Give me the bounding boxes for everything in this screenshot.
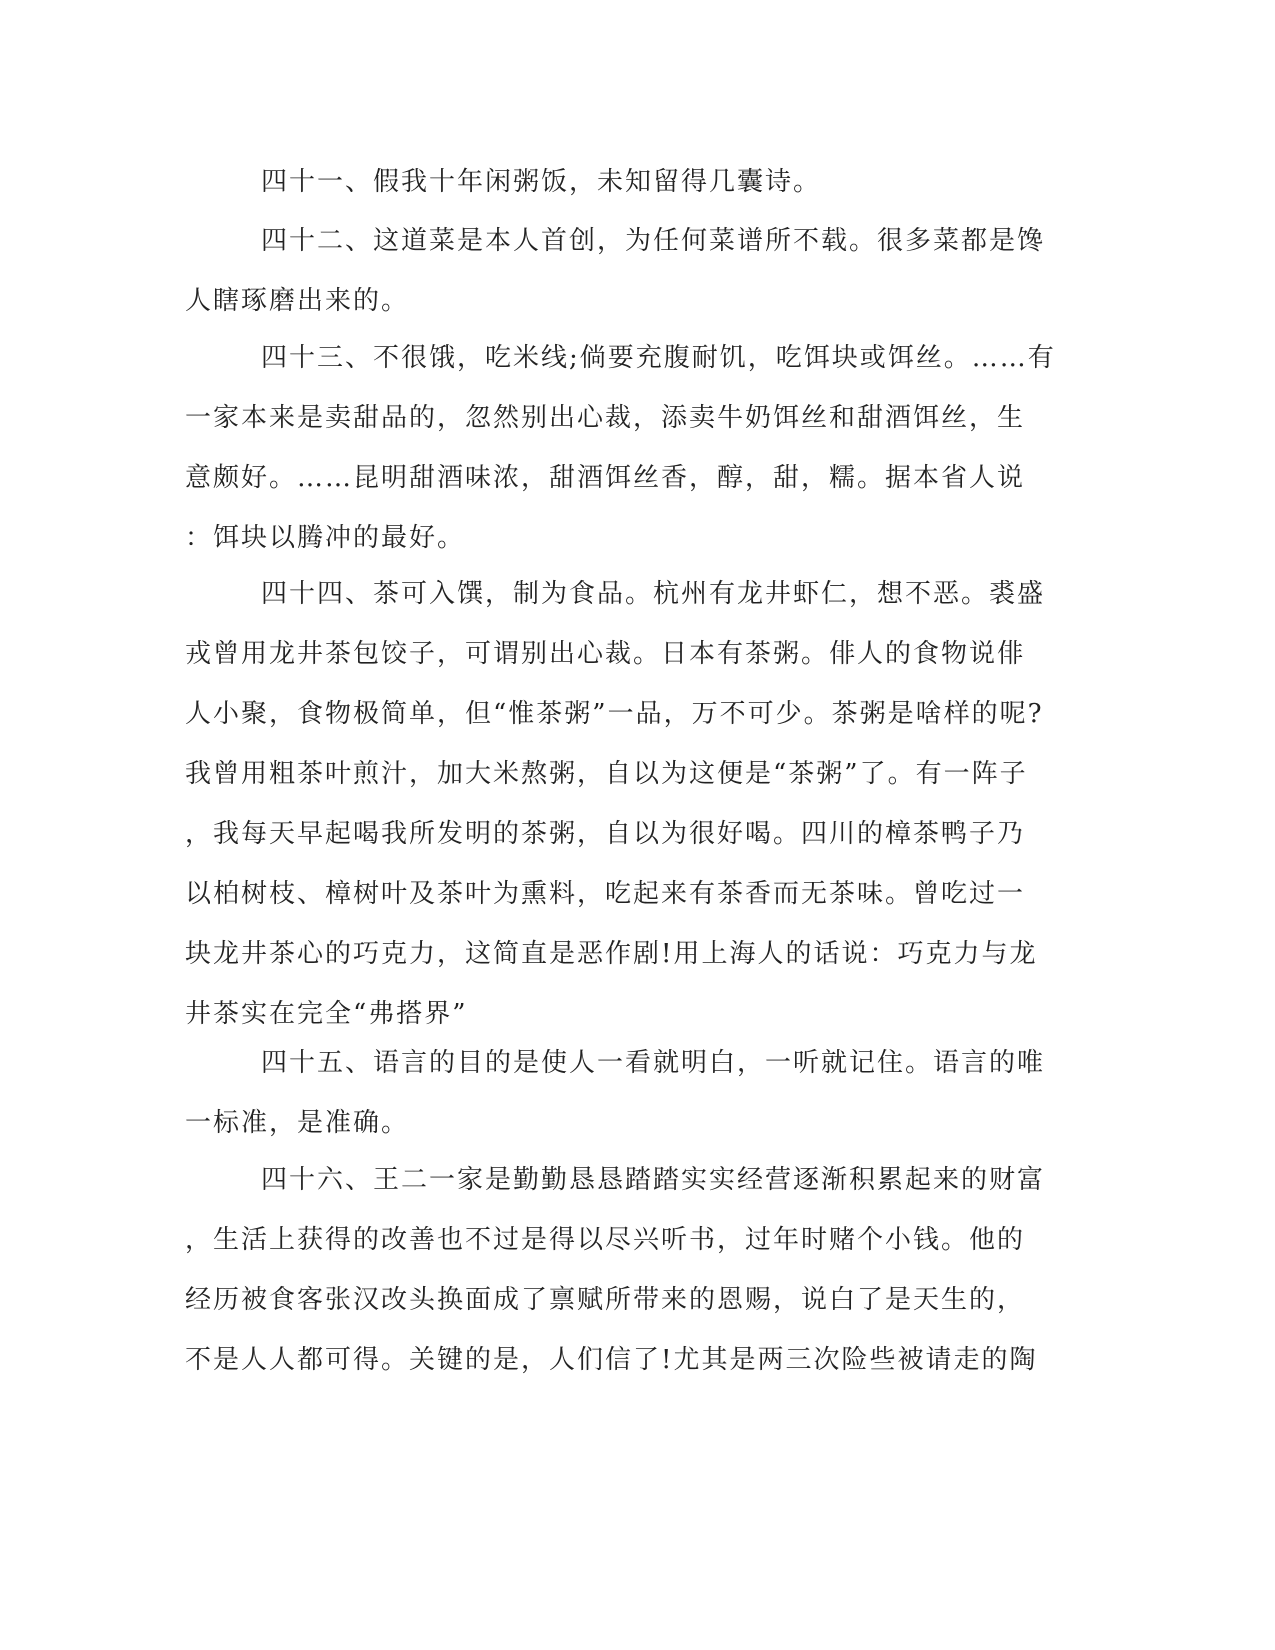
text-line: 人瞎琢磨出来的。 <box>185 286 410 316</box>
text-line: 井茶实在完全“弗搭界” <box>185 999 468 1029</box>
text-line: ：饵块以腾冲的最好。 <box>185 523 466 553</box>
text-line: 我曾用粗茶叶煎汁，加大米熬粥，自以为这便是“茶粥”了。有一阵子 <box>185 759 1028 789</box>
text-line: 四十二、这道菜是本人首创，为任何菜谱所不载。很多菜都是馋 <box>261 226 1046 256</box>
text-line: 戎曾用龙井茶包饺子，可谓别出心裁。日本有茶粥。俳人的食物说俳 <box>185 639 1026 669</box>
text-line: 一家本来是卖甜品的，忽然别出心裁，添卖牛奶饵丝和甜酒饵丝，生 <box>185 403 1026 433</box>
paragraph-45 <box>185 1033 1085 1153</box>
text-line: ，我每天早起喝我所发明的茶粥，自以为很好喝。四川的樟茶鸭子乃 <box>185 819 1026 849</box>
paragraph-41 <box>185 152 1085 212</box>
text-line: 四十四、茶可入馔，制为食品。杭州有龙井虾仁，想不恶。裘盛 <box>261 579 1046 609</box>
text-line: 以柏树枝、樟树叶及茶叶为熏料，吃起来有茶香而无茶味。曾吃过一 <box>185 879 1026 909</box>
text-line: 块龙井茶心的巧克力，这简直是恶作剧!用上海人的话说：巧克力与龙 <box>185 939 1038 969</box>
text-line: ，生活上获得的改善也不过是得以尽兴听书，过年时赌个小钱。他的 <box>185 1225 1026 1255</box>
text-line: 四十五、语言的目的是使人一看就明白，一听就记住。语言的唯 <box>261 1048 1046 1078</box>
text-line: 人小聚，食物极简单，但“惟茶粥”一品，万不可少。茶粥是啥样的呢? <box>185 699 1044 729</box>
text-line: 一标准，是准确。 <box>185 1108 410 1138</box>
paragraph-42 <box>185 211 1085 331</box>
text-line: 四十三、不很饿，吃米线;倘要充腹耐饥，吃饵块或饵丝。……有 <box>261 343 1056 373</box>
paragraph-43 <box>185 328 1085 568</box>
paragraph-44 <box>185 564 1085 1044</box>
text-line: 四十一、假我十年闲粥饭，未知留得几囊诗。 <box>261 167 822 197</box>
text-line: 意颇好。……昆明甜酒味浓，甜酒饵丝香，醇，甜，糯。据本省人说 <box>185 463 1026 493</box>
text-line: 经历被食客张汉改头换面成了禀赋所带来的恩赐，说白了是天生的， <box>185 1285 1026 1315</box>
text-line: 四十六、王二一家是勤勤恳恳踏踏实实经营逐渐积累起来的财富 <box>261 1165 1046 1195</box>
text-line: 不是人人都可得。关键的是，人们信了!尤其是两三次险些被请走的陶 <box>185 1345 1038 1375</box>
paragraph-46 <box>185 1150 1085 1390</box>
